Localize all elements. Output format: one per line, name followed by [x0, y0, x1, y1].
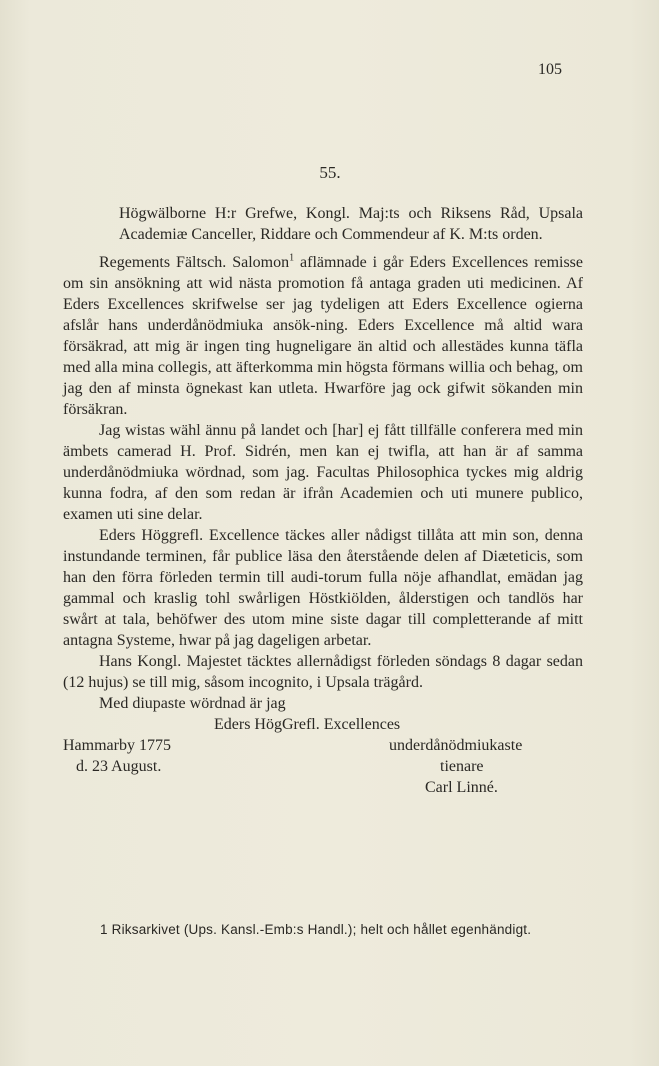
footnote-marker: 1 [289, 252, 295, 264]
paragraph-1-start: Regements Fältsch. Salomon [99, 254, 290, 271]
signature-name: Carl Linné. [425, 779, 498, 796]
paragraph-2: Jag wistas wähl ännu på landet och [har] ej fått tillfälle conferera med min ämbets camerad H. Prof. Sidrén, men kan ej twifla, att han är af samma underdånödmiuka wördnad, som jag. Facultas Philosophica tyckes mig aldrig kunna fodra, af den som redan är ifrån Academien och uti munere publico, examen uti sine delar. [63, 422, 583, 523]
name-line [63, 777, 583, 798]
paragraph-1 [63, 252, 583, 420]
paragraph-1-rest: aflämnade i går Eders Excellences remisse om sin ansökning att wid nästa promotion få antaga graden uti medicinen. Af Eders Excellences skrifwelse ser jag tydeligen att Eders Excellence ogierna afslår hans underdånödmiuka ansök-ning. Eders Excellence må altid wara försäkrad, att mig är ingen ting hugneligare än altid och allestädes kunna täfla med alla mina collegis, att äfterkomma min högsta förmans willia och behag, om jag den af minsta ögnekast kan utleta. Hwarföre jag ock gifwit sökanden min försäkran. [63, 254, 584, 418]
place-signature-line [63, 735, 583, 756]
paragraph-4: Hans Kongl. Majestet täcktes allernådigst förleden söndags 8 dagar sedan (12 hujus) se till mig, såsom incognito, i Upsala trägård. [63, 653, 583, 691]
page-number: 105 [538, 61, 562, 78]
date: d. 23 August. [76, 758, 162, 775]
salutation: Eders HögGrefl. Excellences [214, 716, 401, 733]
letter-body [63, 203, 583, 798]
signature-servant: tienare [440, 758, 484, 775]
addressee: Högwälborne H:r Grefwe, Kongl. Maj:ts och Riksens Råd, Upsala Academiæ Canceller, Riddare och Commendeur af K. M:ts orden. [119, 205, 583, 243]
place: Hammarby 1775 [63, 737, 171, 754]
paragraph-3: Eders Höggrefl. Excellence täckes aller nådigst tillåta att min son, denna instundande terminen, får publice läsa den återstående delen af Diæteticis, som han den förra förleden termin till audi-torum fulla nöje afhandlat, emädan jag gammal och kraslig tohl swårligen Höstkiölden, ålderstigen och tandlös har swårt at tala, behöfwer des utom mine siste dagar till completterande af mitt antagna Systeme, hwar på jag dageligen arbetar. [63, 527, 583, 649]
letter-number: 55. [319, 163, 341, 182]
signature-title: underdånödmiukaste [389, 737, 523, 754]
date-line [63, 756, 583, 777]
salutation-line [63, 714, 583, 735]
footnote: 1 Riksarkivet (Ups. Kansl.-Emb:s Handl.); helt och hållet egenhändigt. [100, 922, 532, 937]
closing-line: Med diupaste wördnad är jag [99, 695, 286, 712]
